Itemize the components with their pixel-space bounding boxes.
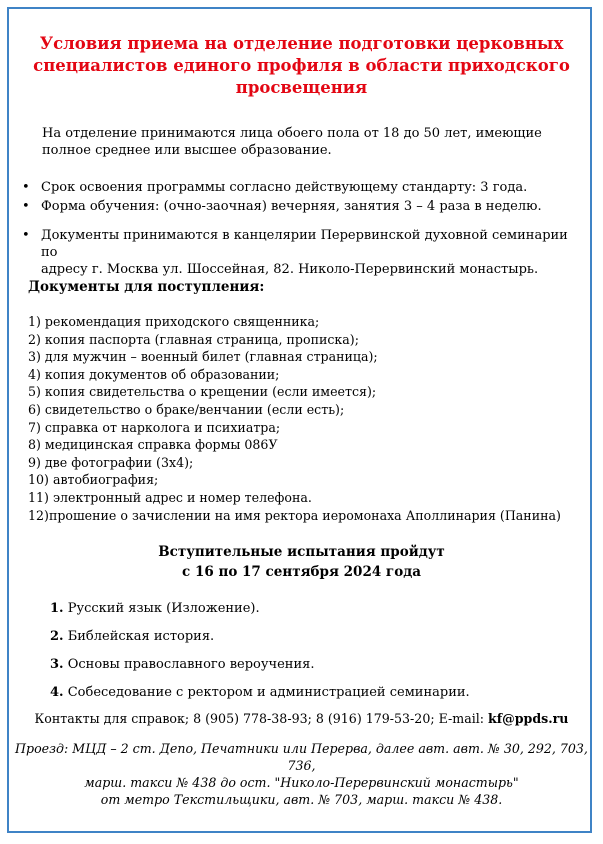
list-item: 9) две фотографии (3х4); — [28, 454, 194, 470]
exams-heading-line: с 16 по 17 сентября 2024 года — [182, 564, 421, 580]
list-item: 1) рекомендация приходского священника; — [28, 314, 320, 329]
list-item: 12)прошение о зачислении на имя ректора иеромонаха Аполлинария (Панина) — [28, 507, 561, 523]
bullet-icon: • — [22, 180, 30, 195]
list-item: 6) свидетельство о браке/венчании (если есть); — [28, 401, 345, 417]
exam-number: 1. — [50, 601, 64, 616]
document-title — [20, 33, 583, 99]
exam-number: 2. — [50, 629, 64, 644]
exam-number: 4. — [50, 685, 64, 700]
list-item: 8) медицинская справка формы 086У — [28, 437, 278, 453]
bullet-text: Документы принимаются в канцелярии Перервинской духовной семинарии по — [41, 228, 568, 260]
bullet-item — [22, 227, 587, 278]
exam-text: Основы православного вероучения. — [67, 657, 315, 672]
contacts-text: Контакты для справок; 8 (905) 778-38-93; 8 (916) 179-53-20; E-mail: — [34, 711, 489, 726]
bullet-text: Срок освоения программы согласно действующему стандарту: 3 года. — [41, 180, 528, 195]
exam-item — [50, 627, 590, 655]
bullet-icon: • — [22, 228, 30, 243]
exam-item — [50, 655, 590, 683]
intro-line: На отделение принимаются лица обоего пола от 18 до 50 лет, имеющие — [42, 126, 542, 141]
bullet-text: Форма обучения: (очно-заочная) вечерняя, занятия 3 – 4 раза в неделю. — [41, 199, 542, 214]
exams-list — [50, 599, 590, 711]
email-link[interactable]: kf@ppds.ru — [488, 711, 569, 726]
intro-paragraph — [42, 125, 562, 159]
list-item: 4) копия документов об образовании; — [28, 366, 280, 382]
bullet-item — [22, 198, 587, 215]
list-item: 10) автобиография; — [28, 472, 159, 488]
bullet-item — [22, 179, 587, 196]
route-line: марш. такси № 438 до ост. "Николо-Перервинский монастырь" — [84, 775, 519, 790]
exam-item — [50, 683, 590, 711]
title-line: Условия приема на отделение подготовки церковных — [39, 34, 564, 53]
intro-line: полное среднее или высшее образование. — [42, 143, 332, 158]
exam-text: Собеседование с ректором и администрацией семинарии. — [67, 685, 470, 700]
route-line: от метро Текстильщики, авт. № 703, марш. такси № 438. — [100, 792, 503, 807]
contacts-line — [20, 711, 583, 726]
exams-heading — [20, 542, 583, 582]
list-item: 5) копия свидетельства о крещении (если имеется); — [28, 384, 377, 400]
exam-text: Библейская история. — [67, 629, 215, 644]
route-directions — [15, 740, 588, 808]
bullet-text: адресу г. Москва ул. Шоссейная, 82. Николо-Перервинский монастырь. — [41, 262, 539, 277]
list-item: 2) копия паспорта (главная страница, прописка); — [28, 331, 359, 347]
route-line: Проезд: МЦД – 2 ст. Депо, Печатники или Перерва, далее авт. авт. № 30, 292, 703, 736, — [15, 741, 588, 773]
documents-heading: Документы для поступления: — [28, 279, 265, 295]
exam-item — [50, 599, 590, 627]
bullet-icon: • — [22, 199, 30, 214]
documents-list — [28, 313, 593, 524]
list-item: 11) электронный адрес и номер телефона. — [28, 489, 312, 505]
title-line: просвещения — [235, 78, 368, 97]
title-line: специалистов единого профиля в области приходского — [33, 56, 570, 75]
exam-text: Русский язык (Изложение). — [67, 601, 260, 616]
exam-number: 3. — [50, 657, 64, 672]
list-item: 7) справка от нарколога и психиатра; — [28, 419, 281, 435]
exams-heading-line: Вступительные испытания пройдут — [158, 544, 445, 560]
list-item: 3) для мужчин – военный билет (главная страница); — [28, 349, 378, 365]
